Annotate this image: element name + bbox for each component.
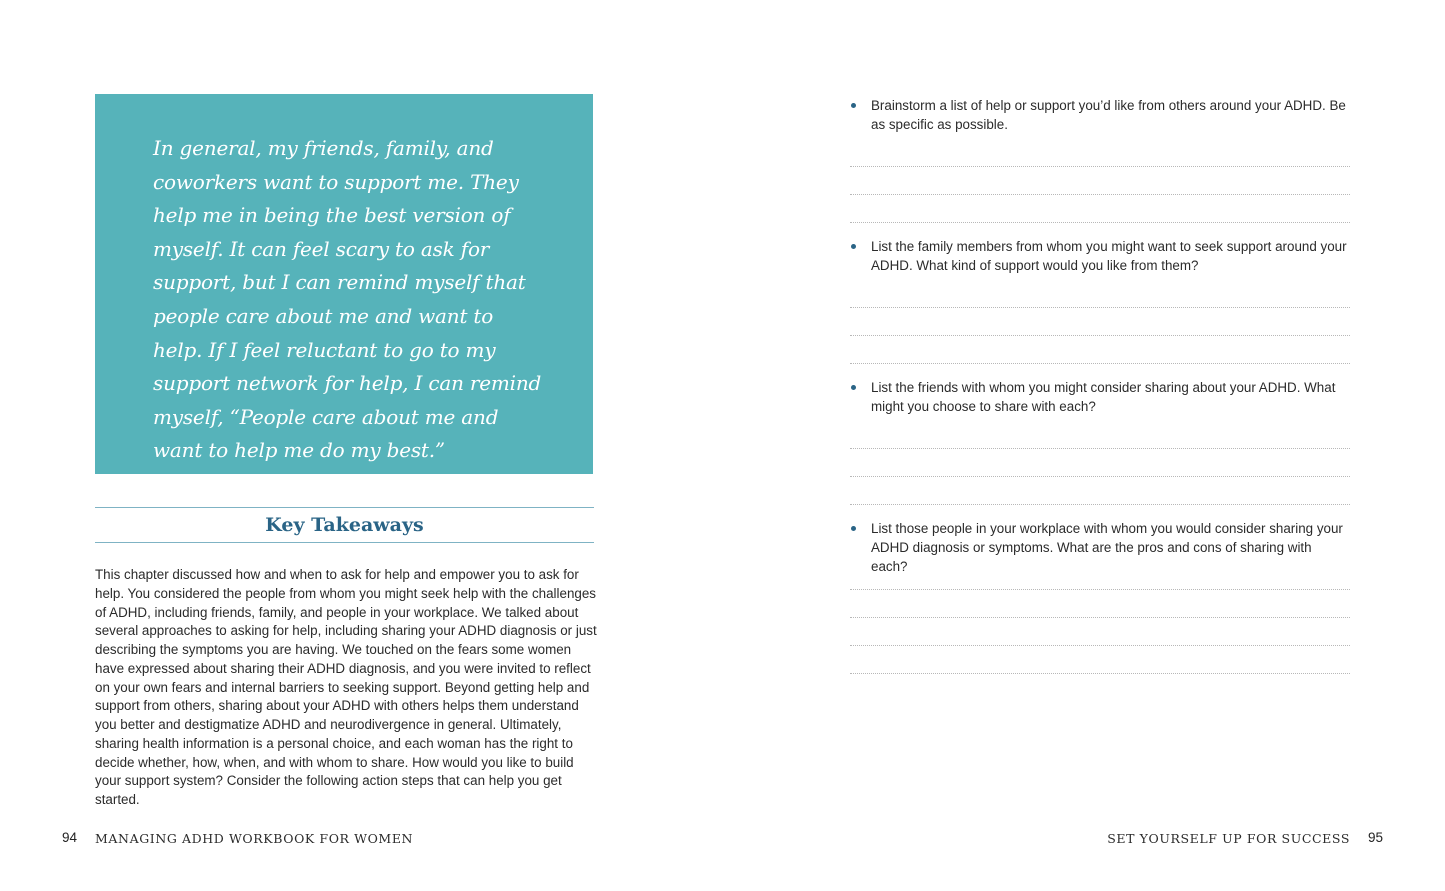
running-title: MANAGING ADHD WORKBOOK FOR WOMEN xyxy=(95,831,414,846)
page-number: 94 xyxy=(62,830,78,845)
writing-line[interactable] xyxy=(850,617,1350,618)
key-takeaways-heading xyxy=(95,507,594,543)
writing-line[interactable] xyxy=(850,222,1350,223)
writing-line[interactable] xyxy=(850,335,1350,336)
right-page-footer xyxy=(1107,830,1383,846)
chapter-summary-text: This chapter discussed how and when to ask for help and empower you to ask for help. You considered the people from whom you might seek help with the challenges of ADHD, including friends, family, and people in your workplace. We talked about several approaches to asking for help, including sharing your ADHD diagnosis or just describing the symptoms you are having. We touched on the fears some women have expressed about sharing their ADHD diagnosis, and you were invited to reflect on your own fears and internal barriers to seeking support. Beyond getting help and support from others, sharing about your ADHD with others helps them understand you better and destigmatize ADHD and neurodivergence in general. Ultimately, sharing health information is a personal choice, and each woman has the right to decide whether, how, when, and with whom to share. How would you like to build your support system? Consider the following action steps that can help you get started. xyxy=(95,567,597,807)
writing-line[interactable] xyxy=(850,307,1350,308)
quote-box xyxy=(95,94,593,474)
quote-text: In general, my friends, family, and coworkers want to support me. They help me in being the best version of myself. It can feel scary to ask for support, but I can remind myself that people care about me and want to help. If I feel reluctant to go to my support network for help, I can remind myself, “People care about me and want to help me do my best.” xyxy=(153,136,542,463)
prompt-text: List the friends with whom you might consider sharing about your ADHD. What might you choose to share with each? xyxy=(871,380,1336,414)
writing-line[interactable] xyxy=(850,589,1350,590)
writing-line[interactable] xyxy=(850,673,1350,674)
prompt-item xyxy=(850,519,1350,576)
prompt-text: List the family members from whom you might want to seek support around your ADHD. What kind of support would you like from them? xyxy=(871,239,1347,273)
bullet-icon xyxy=(851,385,856,390)
bullet-icon xyxy=(851,103,856,108)
prompt-item xyxy=(850,378,1350,416)
bullet-icon xyxy=(851,526,856,531)
prompt-text: List those people in your workplace with whom you would consider sharing your ADHD diagnosis or symptoms. What are the pros and cons of sharing with each? xyxy=(871,521,1343,574)
writing-line[interactable] xyxy=(850,194,1350,195)
left-page-footer xyxy=(62,830,414,846)
writing-line[interactable] xyxy=(850,504,1350,505)
prompt-text: Brainstorm a list of help or support you’d like from others around your ADHD. Be as specific as possible. xyxy=(871,98,1346,132)
writing-line[interactable] xyxy=(850,166,1350,167)
writing-line[interactable] xyxy=(850,476,1350,477)
writing-line[interactable] xyxy=(850,645,1350,646)
key-takeaways-title: Key Takeaways xyxy=(265,514,424,536)
prompt-item xyxy=(850,96,1350,134)
writing-line[interactable] xyxy=(850,363,1350,364)
page-number: 95 xyxy=(1367,830,1383,845)
bullet-icon xyxy=(851,244,856,249)
running-title: SET YOURSELF UP FOR SUCCESS xyxy=(1107,831,1350,846)
writing-line[interactable] xyxy=(850,448,1350,449)
prompt-item xyxy=(850,237,1350,275)
